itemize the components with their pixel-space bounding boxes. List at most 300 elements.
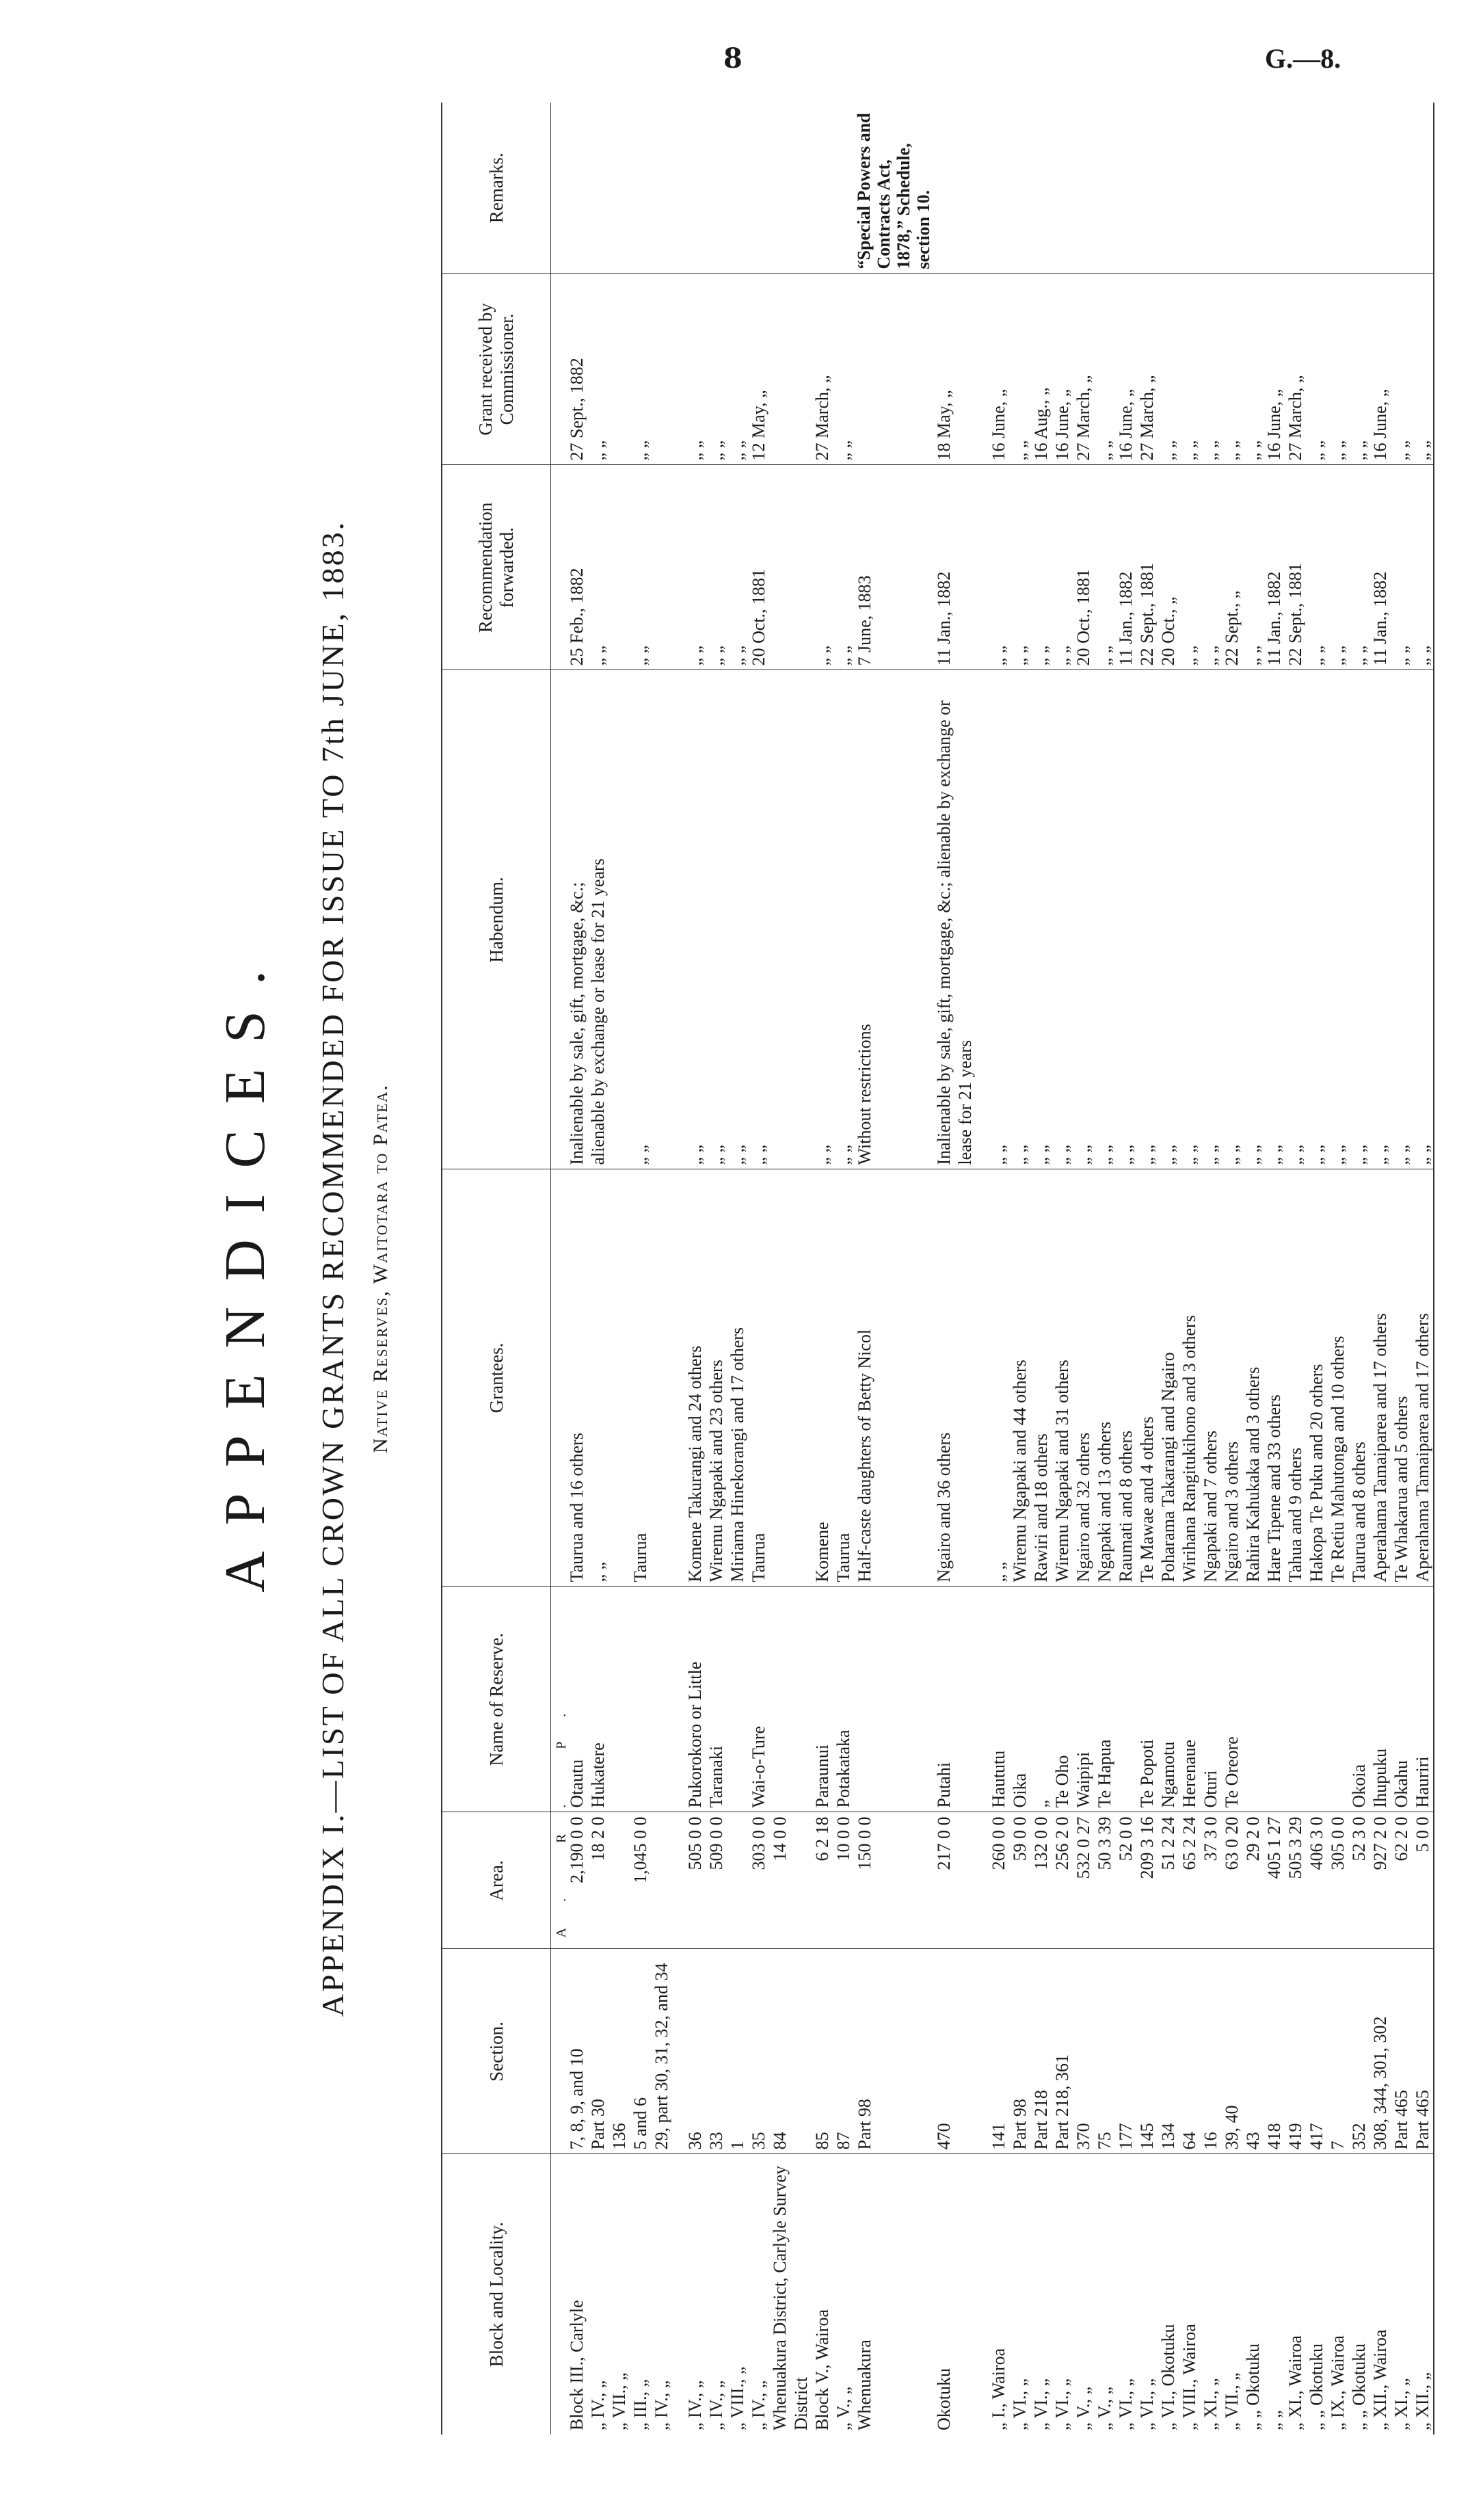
table-row	[933, 103, 976, 2435]
habendum-cell: „ „	[833, 670, 854, 1169]
remarks-cell	[706, 103, 727, 274]
section-cell: 87	[833, 1949, 854, 2154]
remarks-cell	[1242, 103, 1264, 274]
section-cell: 16	[1200, 1949, 1221, 2154]
remarks-cell	[769, 103, 812, 274]
reserve-cell: Otautu	[566, 1587, 587, 1812]
reserve-cell: Haututu	[988, 1587, 1009, 1812]
grantees-cell: Komene	[812, 1169, 833, 1587]
reserve-cell	[651, 1587, 672, 1812]
reserve-cell: Te Hapua	[1094, 1587, 1115, 1812]
reserve-cell: Taranaki	[706, 1587, 727, 1812]
remarks-cell	[1094, 103, 1115, 274]
table-row	[1158, 103, 1179, 2435]
remarks-cell	[587, 103, 609, 274]
block-cell: „ XII., Wairoa	[1370, 2329, 1390, 2430]
recommendation-cell: 11 Jan., 1882	[1264, 465, 1285, 670]
table-header-row	[442, 103, 551, 2435]
area-cell: 63 0 20	[1221, 1812, 1242, 1949]
section-cell: 308, 344, 301, 302	[1369, 1949, 1391, 2154]
area-cell: 532 0 27	[1073, 1812, 1094, 1949]
section-cell: 136	[609, 1949, 630, 2154]
grant-cell: „ „	[1158, 274, 1179, 465]
table-row	[706, 103, 727, 2435]
remarks-cell	[1285, 103, 1306, 274]
recommendation-cell: „ „	[988, 465, 1009, 670]
table-row	[833, 103, 854, 2435]
habendum-cell: „ „	[1391, 670, 1412, 1169]
grantees-cell: Taurua and 16 others	[566, 1169, 587, 1587]
grant-cell: „ „	[727, 274, 748, 465]
recommendation-cell: „ „	[587, 465, 609, 670]
table-row	[769, 103, 812, 2435]
document-reference: G.—8.	[1265, 43, 1341, 74]
area-cell: 2,190 0 0	[566, 1812, 587, 1949]
area-units-row	[551, 103, 567, 2435]
section-cell: 177	[1115, 1949, 1136, 2154]
grantees-cell	[651, 1169, 672, 1587]
remarks-cell	[1158, 103, 1179, 274]
recommendation-cell: „ „	[1052, 465, 1073, 670]
grant-cell: „ „	[1094, 274, 1115, 465]
grantees-cell: Taurua and 8 others	[1348, 1169, 1369, 1587]
header-grant: Grant received by Commissioner.	[442, 274, 551, 465]
page-number: 8	[723, 42, 743, 75]
section-cell: 7, 8, 9, and 10	[566, 1949, 587, 2154]
spacer-cell	[976, 274, 988, 465]
area-cell: 50 3 39	[1094, 1812, 1115, 1949]
area-cell: 217 0 0	[933, 1812, 976, 1949]
spacer-cell	[976, 1587, 988, 1812]
remarks-cell	[727, 103, 748, 274]
grant-cell: „ „	[1221, 274, 1242, 465]
table-row	[1348, 103, 1369, 2435]
section-cell: Part 218, 361	[1052, 1949, 1073, 2154]
spacer-cell	[672, 465, 684, 670]
reserve-cell: Waipipi	[1073, 1587, 1094, 1812]
section-cell: 418	[1264, 1949, 1285, 2154]
spacer-cell	[976, 103, 988, 274]
grant-cell: 27 Sept., 1882	[566, 274, 587, 465]
table-row	[1264, 103, 1285, 2435]
habendum-cell: „ „	[1221, 670, 1242, 1169]
block-cell: „ XII., „	[1412, 2154, 1434, 2435]
area-cell: 406 3 0	[1306, 1812, 1327, 1949]
header-grantees: Grantees.	[442, 1169, 551, 1587]
area-cell: 927 2 0	[1369, 1812, 1391, 1949]
reserve-cell: Pukorokoro or Little	[684, 1587, 706, 1812]
grant-cell: „ „	[833, 274, 854, 465]
remarks-cell	[1136, 103, 1158, 274]
block-cell: „ V., „	[1095, 2386, 1114, 2430]
grantees-cell: Aperahama Tamaiparea and 17 others	[1369, 1169, 1391, 1587]
spacer-cell	[976, 1949, 988, 2154]
section-cell: 417	[1306, 1949, 1327, 2154]
area-cell: 52 0 0	[1115, 1812, 1136, 1949]
grantees-cell	[769, 1169, 812, 1587]
block-cell: Block V., Wairoa	[812, 2309, 832, 2430]
table-row	[812, 103, 833, 2435]
recommendation-cell: „ „	[1030, 465, 1052, 670]
area-cell	[727, 1812, 748, 1949]
section-heading: Native Reserves, Waitotara to Patea.	[369, 1084, 392, 1453]
area-cell: 37 3 0	[1200, 1812, 1221, 1949]
table-row	[1115, 103, 1136, 2435]
section-cell: Part 218	[1030, 1949, 1052, 2154]
recommendation-cell: 20 Oct., 1881	[748, 465, 769, 670]
grant-cell: 16 June, „	[1369, 274, 1391, 465]
grantees-cell: „ „	[587, 1169, 609, 1587]
recommendation-cell: 22 Sept., 1881	[1285, 465, 1306, 670]
area-units: A. R. P.	[554, 1687, 569, 1938]
reserve-cell: Wai-o-Ture	[748, 1587, 769, 1812]
grant-cell: „ „	[1009, 274, 1030, 465]
reserve-cell	[1115, 1587, 1136, 1812]
recommendation-cell: „ „	[1242, 465, 1264, 670]
block-cell: „ V., „	[833, 2386, 853, 2430]
spacer-cell	[976, 670, 988, 1169]
area-cell: 505 3 29	[1285, 1812, 1306, 1949]
remarks-cell	[1369, 103, 1391, 274]
habendum-cell: alienable by exchange or lease for 21 years	[587, 670, 609, 1169]
block-cell: „ VI., „	[1116, 2378, 1136, 2430]
block-cell: Whenuakura	[855, 2339, 874, 2430]
section-cell: Part 465	[1391, 1949, 1412, 2154]
recommendation-cell: „ „	[812, 465, 833, 670]
reserve-cell: Hukatere	[587, 1587, 609, 1812]
reserve-cell: Te Oreore	[1221, 1587, 1242, 1812]
spacer-cell	[672, 2154, 684, 2435]
habendum-cell: „ „	[727, 670, 748, 1169]
block-cell: „ VIII., „	[727, 2366, 747, 2430]
table-row	[727, 103, 748, 2435]
grant-cell: „ „	[1412, 274, 1434, 465]
recommendation-cell: 22 Sept., 1881	[1136, 465, 1158, 670]
section-cell: 36	[684, 1949, 706, 2154]
recommendation-cell: 11 Jan., 1882	[1115, 465, 1136, 670]
remarks-cell	[651, 103, 672, 274]
remarks-cell	[684, 103, 706, 274]
reserve-cell: Hauriri	[1412, 1587, 1434, 1812]
recommendation-cell: „ „	[1327, 465, 1348, 670]
grant-cell: 18 May, „	[933, 274, 976, 465]
habendum-cell: „ „	[1327, 670, 1348, 1169]
grant-cell	[609, 274, 630, 465]
grantees-cell: Hakopa Te Puku and 20 others	[1306, 1169, 1327, 1587]
table-row	[1030, 103, 1052, 2435]
section-cell: 5 and 6	[630, 1949, 651, 2154]
grant-cell: „ „	[1348, 274, 1369, 465]
remarks-cell	[812, 103, 833, 274]
grantees-cell: Wirihana Rangitukihono and 3 others	[1179, 1169, 1200, 1587]
grantees-cell: Te Whakarua and 5 others	[1391, 1169, 1412, 1587]
block-cell: „ VII., „	[1222, 2372, 1242, 2430]
table-row	[1412, 103, 1434, 2435]
recommendation-cell: 7 June, 1883	[854, 465, 933, 670]
reserve-cell: Okoia	[1348, 1587, 1369, 1812]
remarks-cell	[1221, 103, 1242, 274]
area-cell: 62 2 0	[1391, 1812, 1412, 1949]
recommendation-cell	[651, 465, 672, 670]
grants-table-wrapper	[441, 103, 1434, 2435]
area-cell: 18 2 0	[587, 1812, 609, 1949]
reserve-cell	[609, 1587, 630, 1812]
block-cell: „ XI., „	[1201, 2378, 1220, 2430]
area-cell: 29 2 0	[1242, 1812, 1264, 1949]
block-cell: „ IV., „	[749, 2380, 769, 2430]
area-cell: 509 0 0	[706, 1812, 727, 1949]
header-area	[442, 1812, 551, 1949]
reserve-cell: Ngamotu	[1158, 1587, 1179, 1812]
grantees-cell: Wiremu Ngapaki and 44 others	[1009, 1169, 1030, 1587]
remarks-cell	[1115, 103, 1136, 274]
remarks-cell	[1009, 103, 1030, 274]
habendum-cell: „ „	[1264, 670, 1285, 1169]
reserve-cell: Herenaue	[1179, 1587, 1200, 1812]
recommendation-cell: „ „	[1200, 465, 1221, 670]
habendum-cell: „ „	[812, 670, 833, 1169]
habendum-cell: „ „	[748, 670, 769, 1169]
recommendation-cell: „ „	[1179, 465, 1200, 670]
grant-cell: 27 March, „	[1285, 274, 1306, 465]
table-row	[1285, 103, 1306, 2435]
table-row	[651, 103, 672, 2435]
table-row	[1136, 103, 1158, 2435]
reserve-cell	[854, 1587, 933, 1812]
spacer-cell	[672, 670, 684, 1169]
recommendation-cell: „ „	[706, 465, 727, 670]
area-cell: 6 2 18	[812, 1812, 833, 1949]
block-cell: Block III., Carlyle	[567, 2300, 587, 2430]
grant-cell: 27 March, „	[812, 274, 833, 465]
area-cell	[609, 1812, 630, 1949]
habendum-cell: Without restrictions	[854, 670, 933, 1169]
grant-cell	[854, 274, 933, 465]
area-cell: 5 0 0	[1412, 1812, 1434, 1949]
spacer-cell	[672, 1812, 684, 1949]
table-row	[1009, 103, 1030, 2435]
section-cell: 141	[988, 1949, 1009, 2154]
table-row	[1391, 103, 1412, 2435]
header-block: Block and Locality.	[442, 2154, 551, 2435]
remarks-cell	[1030, 103, 1052, 274]
section-cell: 43	[1242, 1949, 1264, 2154]
area-cell: 505 0 0	[684, 1812, 706, 1949]
area-cell: 209 3 16	[1136, 1812, 1158, 1949]
section-cell: 352	[1348, 1949, 1369, 2154]
remarks-cell	[1200, 103, 1221, 274]
table-body	[551, 103, 1434, 2435]
habendum-cell: „ „	[1242, 670, 1264, 1169]
grant-cell: „ „	[630, 274, 651, 465]
spacer-cell	[976, 1169, 988, 1587]
remarks-cell	[1179, 103, 1200, 274]
habendum-cell: „ „	[1158, 670, 1179, 1169]
grant-cell: „ „	[1179, 274, 1200, 465]
section-cell: 1	[727, 1949, 748, 2154]
recommendation-cell: 22 Sept., „	[1221, 465, 1242, 670]
section-cell: 84	[769, 1949, 812, 2154]
habendum-cell: „ „	[1306, 670, 1327, 1169]
habendum-cell: „ „	[1094, 670, 1115, 1169]
area-cell: 132 0 0	[1030, 1812, 1052, 1949]
table-row	[1369, 103, 1391, 2435]
table-row	[566, 103, 587, 2435]
area-cell: 150 0 0	[854, 1812, 933, 1949]
grantees-cell: Taurua	[833, 1169, 854, 1587]
reserve-cell: Oika	[1009, 1587, 1030, 1812]
grant-cell	[769, 274, 812, 465]
habendum-cell: „ „	[1200, 670, 1221, 1169]
grantees-cell: Poharama Takarangi and Ngairo	[1158, 1169, 1179, 1587]
table-row	[1327, 103, 1348, 2435]
grantees-cell: Raumati and 8 others	[1115, 1169, 1136, 1587]
section-cell: 39, 40	[1221, 1949, 1242, 2154]
block-cell: „ III., „	[630, 2378, 650, 2430]
spacer-row	[976, 103, 988, 2435]
block-cell: „ I., Wairoa	[989, 2348, 1008, 2430]
habendum-cell: „ „	[1009, 670, 1030, 1169]
grant-cell	[651, 274, 672, 465]
grant-cell: „ „	[684, 274, 706, 465]
habendum-cell: „ „	[1285, 670, 1306, 1169]
remarks-cell	[1391, 103, 1412, 274]
spacer-cell	[976, 2154, 988, 2435]
block-cell: „ IV., „	[652, 2380, 671, 2430]
header-recommendation: Recommendation forwarded.	[442, 465, 551, 670]
area-cell: 52 3 0	[1348, 1812, 1369, 1949]
recommendation-cell	[769, 465, 812, 670]
section-cell: 64	[1179, 1949, 1200, 2154]
grant-cell: „ „	[1306, 274, 1327, 465]
grant-cell: „ „	[1200, 274, 1221, 465]
recommendation-cell: „ „	[630, 465, 651, 670]
reserve-cell	[727, 1587, 748, 1812]
recommendation-cell: „ „	[1009, 465, 1030, 670]
remarks-cell	[566, 103, 587, 274]
habendum-cell: „ „	[1030, 670, 1052, 1169]
grant-cell: 16 June, „	[1052, 274, 1073, 465]
reserve-cell	[1306, 1587, 1327, 1812]
habendum-cell: „ „	[988, 670, 1009, 1169]
block-cell: „ IV., „	[685, 2380, 705, 2430]
habendum-cell: „ „	[1115, 670, 1136, 1169]
spacer-cell	[672, 1169, 684, 1587]
section-cell: 134	[1158, 1949, 1179, 2154]
block-cell: „ VI., „	[1031, 2378, 1051, 2430]
area-cell	[651, 1812, 672, 1949]
area-cell: 405 1 27	[1264, 1812, 1285, 1949]
remarks-cell: “Special Powers and Contracts Act, 1878,” Schedule, section 10.	[854, 103, 933, 274]
grant-cell: „ „	[1391, 274, 1412, 465]
recommendation-cell: 25 Feb., 1882	[566, 465, 587, 670]
appendix-subtitle: APPENDIX I.—LIST OF ALL CROWN GRANTS RECOMMENDED FOR ISSUE TO 7th JUNE, 1883.	[315, 520, 350, 2017]
remarks-cell	[933, 103, 976, 274]
table-row	[587, 103, 609, 2435]
table-row	[988, 103, 1009, 2435]
grantees-cell: Wiremu Ngapaki and 31 others	[1052, 1169, 1073, 1587]
grant-cell: 16 June, „	[988, 274, 1009, 465]
rotated-content	[137, 103, 1432, 2435]
reserve-cell: „	[1030, 1587, 1052, 1812]
grants-table	[441, 103, 1434, 2435]
table-row	[630, 103, 651, 2435]
table-row	[1242, 103, 1264, 2435]
grantees-cell: Komene Takurangi and 24 others	[684, 1169, 706, 1587]
remarks-cell	[1073, 103, 1094, 274]
reserve-cell	[1285, 1587, 1306, 1812]
recommendation-cell: 11 Jan., 1882	[933, 465, 976, 670]
habendum-cell: „ „	[1412, 670, 1434, 1169]
habendum-cell: „ „	[1136, 670, 1158, 1169]
habendum-cell: „ „	[1073, 670, 1094, 1169]
grant-cell: „ „	[587, 274, 609, 465]
remarks-cell	[1412, 103, 1434, 274]
grant-cell: 16 Aug., „	[1030, 274, 1052, 465]
spacer-cell	[672, 274, 684, 465]
reserve-cell	[769, 1587, 812, 1812]
recommendation-cell: „ „	[1094, 465, 1115, 670]
table-row	[748, 103, 769, 2435]
area-cell: 65 2 24	[1179, 1812, 1200, 1949]
reserve-cell: Oturi	[1200, 1587, 1221, 1812]
habendum-cell: „ „	[1052, 670, 1073, 1169]
reserve-cell	[1242, 1587, 1264, 1812]
grantees-cell: Wiremu Ngapaki and 23 others	[706, 1169, 727, 1587]
recommendation-cell: 20 Oct., „	[1158, 465, 1179, 670]
grant-cell: 16 June, „	[1115, 274, 1136, 465]
block-cell: „ VII., „	[609, 2372, 629, 2430]
section-cell: 7	[1327, 1949, 1348, 2154]
section-cell: 85	[812, 1949, 833, 2154]
block-cell: „ „	[1264, 2410, 1284, 2430]
habendum-cell	[651, 670, 672, 1169]
habendum-cell: „ „	[1369, 670, 1391, 1169]
section-cell: 29, part 30, 31, 32, and 34	[651, 1949, 672, 2154]
grantees-cell: Rahira Kahukaka and 3 others	[1242, 1169, 1264, 1587]
grantees-cell: „ „	[988, 1169, 1009, 1587]
table-row	[1052, 103, 1073, 2435]
table-row	[1306, 103, 1327, 2435]
grantees-cell: Half-caste daughters of Betty Nicol	[854, 1169, 933, 1587]
grant-cell: 16 June, „	[1264, 274, 1285, 465]
remarks-cell	[1052, 103, 1073, 274]
spacer-cell	[672, 103, 684, 274]
block-cell: „ XI., „	[1391, 2378, 1411, 2430]
grant-cell: „ „	[1327, 274, 1348, 465]
habendum-cell	[609, 670, 630, 1169]
area-cell: 256 2 0	[1052, 1812, 1073, 1949]
spacer-cell	[672, 1587, 684, 1812]
grant-cell: „ „	[706, 274, 727, 465]
area-cell: 1,045 0 0	[630, 1812, 651, 1949]
section-cell: 33	[706, 1949, 727, 2154]
reserve-cell: Te Popoti	[1136, 1587, 1158, 1812]
recommendation-cell: „ „	[684, 465, 706, 670]
table-row	[1094, 103, 1115, 2435]
block-cell: „ „ Okotuku	[1307, 2343, 1326, 2430]
reserve-cell: Ihupuku	[1369, 1587, 1391, 1812]
habendum-cell: „ „	[684, 670, 706, 1169]
grantees-cell: Ngairo and 36 others	[933, 1169, 976, 1587]
block-cell: „ IX., Wairoa	[1328, 2335, 1348, 2430]
spacer-cell	[976, 1812, 988, 1949]
recommendation-cell: „ „	[1412, 465, 1434, 670]
appendices-title: APPENDICES.	[213, 944, 277, 1593]
block-cell: „ „ Okotuku	[1349, 2343, 1369, 2430]
section-cell: 470	[933, 1949, 976, 2154]
area-cell: 305 0 0	[1327, 1812, 1348, 1949]
